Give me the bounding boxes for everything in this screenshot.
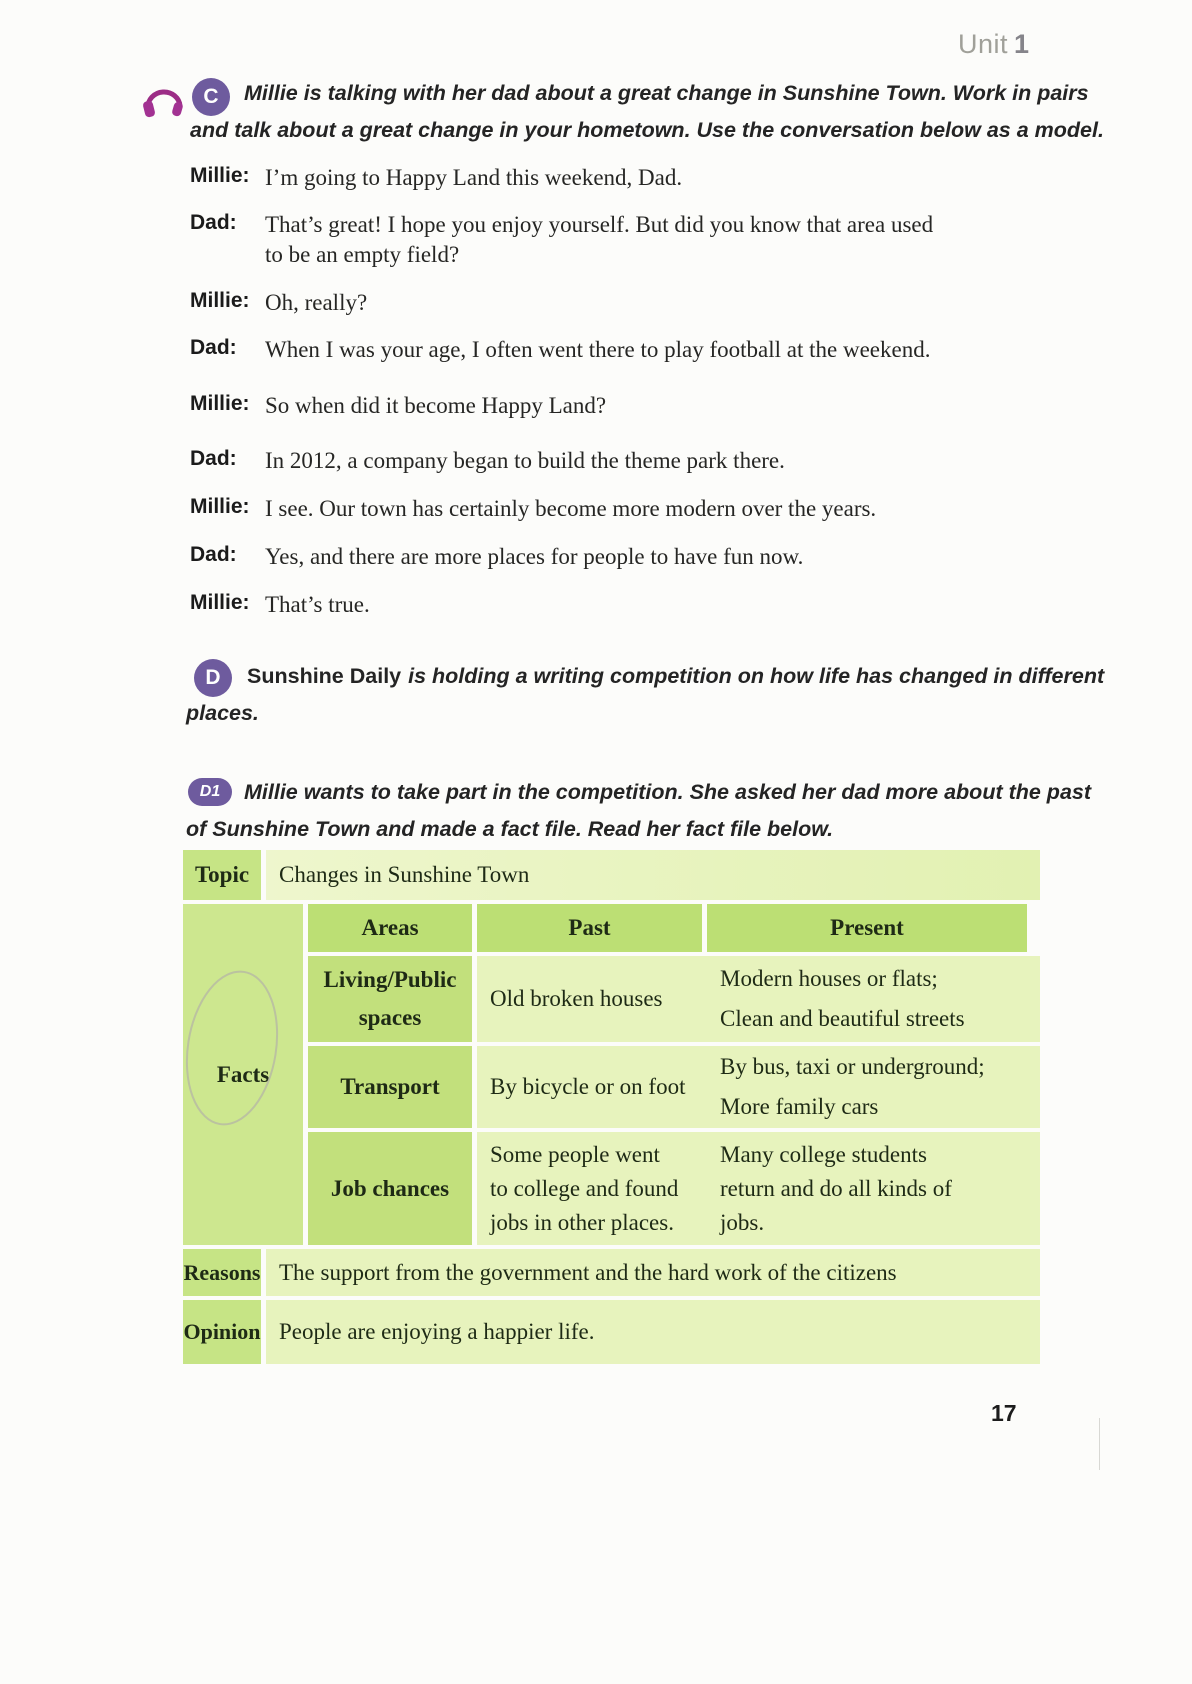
fact-file-reasons-label: Reasons bbox=[183, 1249, 261, 1296]
cell-line: jobs. bbox=[720, 1209, 765, 1235]
speech-line: I see. Our town has certainly become more modern over the years. bbox=[265, 496, 877, 521]
unit-header bbox=[958, 29, 1030, 60]
cell-line: Transport bbox=[340, 1074, 440, 1099]
speech-line: When I was your age, I often went there to play football at the weekend. bbox=[265, 337, 931, 362]
section-d1-instruction-line1: Millie wants to take part in the competition. She asked her dad more about the past bbox=[244, 780, 1092, 804]
speech-line: I’m going to Happy Land this weekend, Dad. bbox=[265, 165, 683, 190]
fact-file-opinion-label: Opinion bbox=[183, 1300, 261, 1364]
section-d1-instruction-line2: of Sunshine Town and made a fact file. Read her fact file below. bbox=[186, 817, 834, 841]
fact-file-reasons-value: The support from the government and the hard work of the citizens bbox=[266, 1249, 1040, 1296]
page-number: 17 bbox=[991, 1400, 1017, 1426]
scan-edge-artifact bbox=[1099, 1418, 1100, 1470]
section-c-badge: C bbox=[192, 78, 230, 116]
fact-file-area-cell bbox=[308, 1132, 472, 1245]
fact-file-opinion-value: People are enjoying a happier life. bbox=[266, 1300, 1040, 1364]
fact-file-past-cell bbox=[477, 956, 715, 1042]
speech-line: Yes, and there are more places for people to have fun now. bbox=[265, 544, 804, 569]
section-c-instruction-line1: Millie is talking with her dad about a great change in Sunshine Town. Work in pairs bbox=[244, 81, 1089, 105]
cell-line: Many college students bbox=[720, 1141, 927, 1167]
dialogue-row bbox=[190, 494, 876, 524]
fact-file-present-cell bbox=[707, 956, 1040, 1042]
fact-file-topic-value: Changes in Sunshine Town bbox=[266, 850, 1040, 900]
dialogue-row bbox=[190, 590, 370, 620]
cell-line: Job chances bbox=[330, 1175, 450, 1201]
dialogue-row bbox=[190, 163, 682, 193]
cell-line: return and do all kinds of bbox=[720, 1175, 952, 1201]
section-d-badge: D bbox=[194, 659, 232, 697]
speaker-name: Millie: bbox=[190, 289, 250, 312]
fact-file-past-cell bbox=[477, 1046, 715, 1128]
fact-file-column-past: Past bbox=[477, 904, 702, 952]
dialogue-row bbox=[190, 335, 930, 365]
speech-line: to be an empty field? bbox=[265, 242, 460, 267]
cell-line: By bicycle or on foot bbox=[490, 1074, 686, 1099]
section-d-instruction-line2: places. bbox=[186, 701, 259, 725]
cell-line: By bus, taxi or underground; bbox=[720, 1054, 985, 1079]
dialogue-row bbox=[190, 542, 803, 572]
speaker-name: Dad: bbox=[190, 447, 237, 470]
section-d1-badge: D1 bbox=[188, 778, 232, 806]
cell-line: jobs in other places. bbox=[490, 1209, 674, 1235]
dialogue-row bbox=[190, 391, 606, 421]
unit-number: 1 bbox=[1014, 29, 1030, 59]
fact-file-area-cell bbox=[308, 956, 472, 1042]
speech-line: That’s great! I hope you enjoy yourself. But did you know that area used bbox=[265, 212, 934, 237]
fact-file-past-cell bbox=[477, 1132, 715, 1245]
cell-line: Living/Public bbox=[323, 967, 457, 992]
speech-line: That’s true. bbox=[265, 592, 370, 617]
fact-file-column-areas: Areas bbox=[308, 904, 472, 952]
cell-line: Modern houses or flats; bbox=[720, 966, 938, 991]
speech-line: Oh, really? bbox=[265, 290, 368, 315]
cell-line: spaces bbox=[358, 1005, 422, 1030]
cell-line: to college and found bbox=[490, 1175, 679, 1201]
section-c-instruction-line2: and talk about a great change in your hometown. Use the conversation below as a model. bbox=[190, 118, 1104, 142]
speech-line: So when did it become Happy Land? bbox=[265, 393, 607, 418]
unit-label: Unit bbox=[958, 29, 1009, 59]
fact-file-facts-label: Facts bbox=[183, 904, 303, 1245]
dialogue-row bbox=[190, 210, 933, 270]
fact-file-present-cell bbox=[707, 1046, 1040, 1128]
speaker-name: Dad: bbox=[190, 336, 237, 359]
fact-file-present-cell bbox=[707, 1132, 1040, 1245]
fact-file-column-present: Present bbox=[707, 904, 1027, 952]
speaker-name: Dad: bbox=[190, 211, 237, 234]
instruction-text: is holding a writing competition on how life has changed in different bbox=[408, 664, 1105, 688]
speaker-name: Millie: bbox=[190, 495, 250, 518]
pencil-circle-annotation bbox=[170, 960, 300, 1140]
dialogue-row bbox=[190, 446, 785, 476]
speaker-name: Millie: bbox=[190, 591, 250, 614]
speaker-name: Dad: bbox=[190, 543, 237, 566]
speaker-name: Millie: bbox=[190, 164, 250, 187]
cell-line: More family cars bbox=[720, 1094, 879, 1119]
cell-line: Some people went bbox=[490, 1141, 660, 1167]
headphones-icon bbox=[140, 75, 186, 121]
speech-line: In 2012, a company began to build the theme park there. bbox=[265, 448, 785, 473]
cell-line: Clean and beautiful streets bbox=[720, 1006, 965, 1031]
fact-file-area-cell bbox=[308, 1046, 472, 1128]
fact-file-topic-label: Topic bbox=[183, 850, 261, 900]
dialogue-row bbox=[190, 288, 367, 318]
speaker-name: Millie: bbox=[190, 392, 250, 415]
section-d-instruction-line1 bbox=[247, 664, 1104, 689]
cell-line: Old broken houses bbox=[490, 986, 663, 1011]
newspaper-name: Sunshine Daily bbox=[247, 664, 402, 688]
